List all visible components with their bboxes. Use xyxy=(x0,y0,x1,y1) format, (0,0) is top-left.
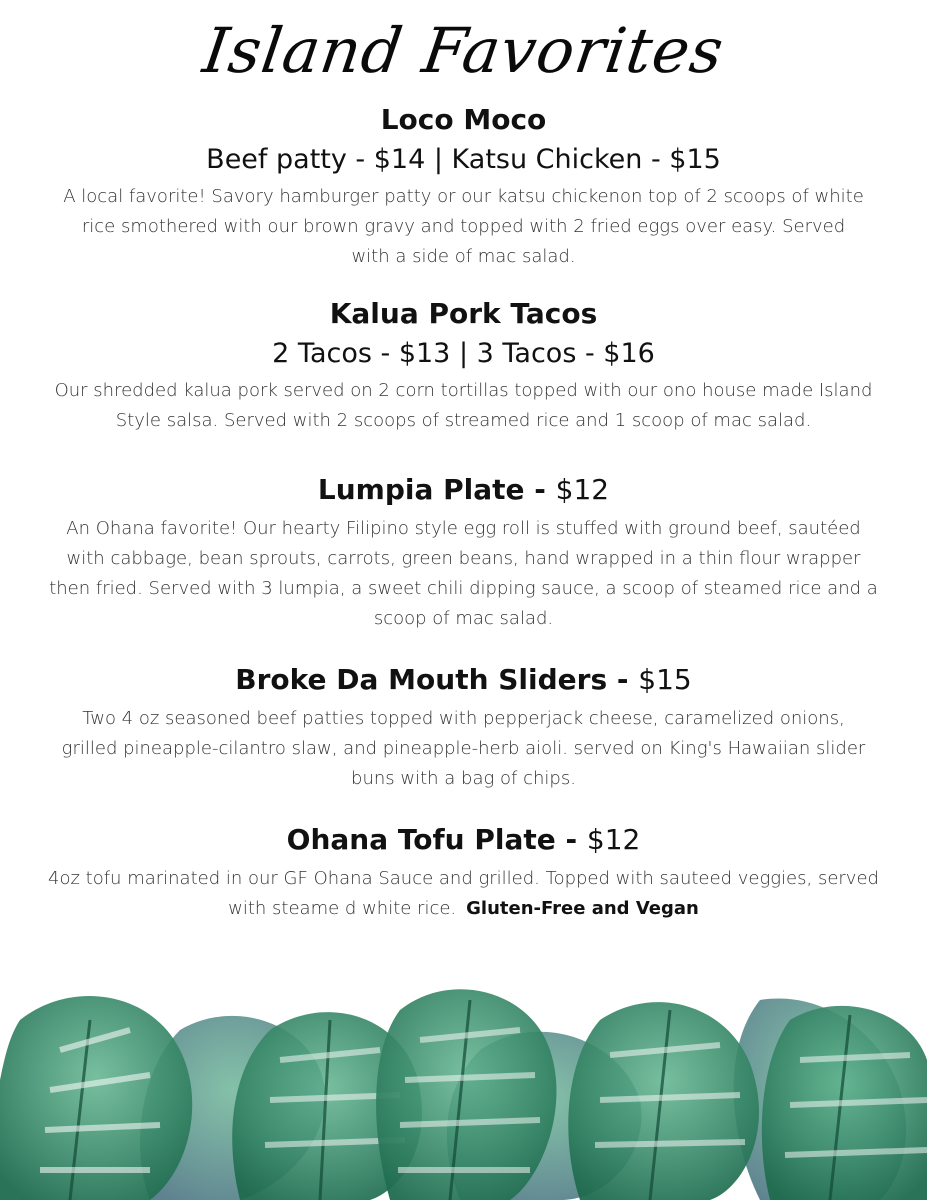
dietary-tag: Gluten-Free and Vegan xyxy=(466,898,699,919)
item-description: An Ohana favorite! Our hearty Filipino style egg roll is stuffed with ground beef, sautéed with cabbage, bean sprouts, carrots, green beans, hand wrapped in a thin flour wrapper then fried. Served with 3 lumpia, a sweet chili dipping sauce, a scoop of steamed rice and a scoop of mac salad. xyxy=(49,518,878,629)
menu-item-lumpia-plate xyxy=(0,472,927,634)
item-price: $12 xyxy=(586,823,641,856)
menu-item-loco-moco xyxy=(0,102,927,272)
item-description-text: 4oz tofu marinated in our GF Ohana Sauce and grilled. Topped with sauteed veggies, served with steame d white rice. xyxy=(48,868,879,919)
item-prices: 2 Tacos - $13 | 3 Tacos - $16 xyxy=(272,338,655,369)
item-price: $12 xyxy=(555,473,610,506)
item-name-line xyxy=(0,472,927,508)
item-description xyxy=(0,864,927,924)
menu-title: Island Favorites xyxy=(198,14,729,87)
item-prices: Beef patty - $14 | Katsu Chicken - $15 xyxy=(206,144,721,175)
menu-item-ohana-tofu-plate xyxy=(0,822,927,924)
item-description: A local favorite! Savory hamburger patty or our katsu chickenon top of 2 scoops of white rice smothered with our brown gravy and topped with 2 fried eggs over easy. Served with a side of mac salad. xyxy=(63,186,864,267)
item-description: Our shredded kalua pork served on 2 corn tortillas topped with our ono house made Island Style salsa. Served with 2 scoops of streamed rice and 1 scoop of mac salad. xyxy=(54,380,873,431)
item-name: Lumpia Plate - xyxy=(317,473,546,506)
item-name: Broke Da Mouth Sliders - xyxy=(235,663,629,696)
item-name: Ohana Tofu Plate - xyxy=(286,823,578,856)
item-price: $15 xyxy=(638,663,692,696)
item-name: Loco Moco xyxy=(380,103,547,136)
item-name-line xyxy=(0,662,927,698)
item-description: Two 4 oz seasoned beef patties topped with pepperjack cheese, caramelized onions, grilled pineapple-cilantro slaw, and pineapple-herb aioli. served on King's Hawaiian slider buns with a bag of chips. xyxy=(61,708,866,789)
item-name: Kalua Pork Tacos xyxy=(329,297,598,330)
menu-item-kalua-pork-tacos xyxy=(0,296,927,436)
menu-item-broke-da-mouth-sliders xyxy=(0,662,927,794)
monstera-leaves-icon xyxy=(0,960,927,1200)
item-name-line xyxy=(0,822,927,858)
